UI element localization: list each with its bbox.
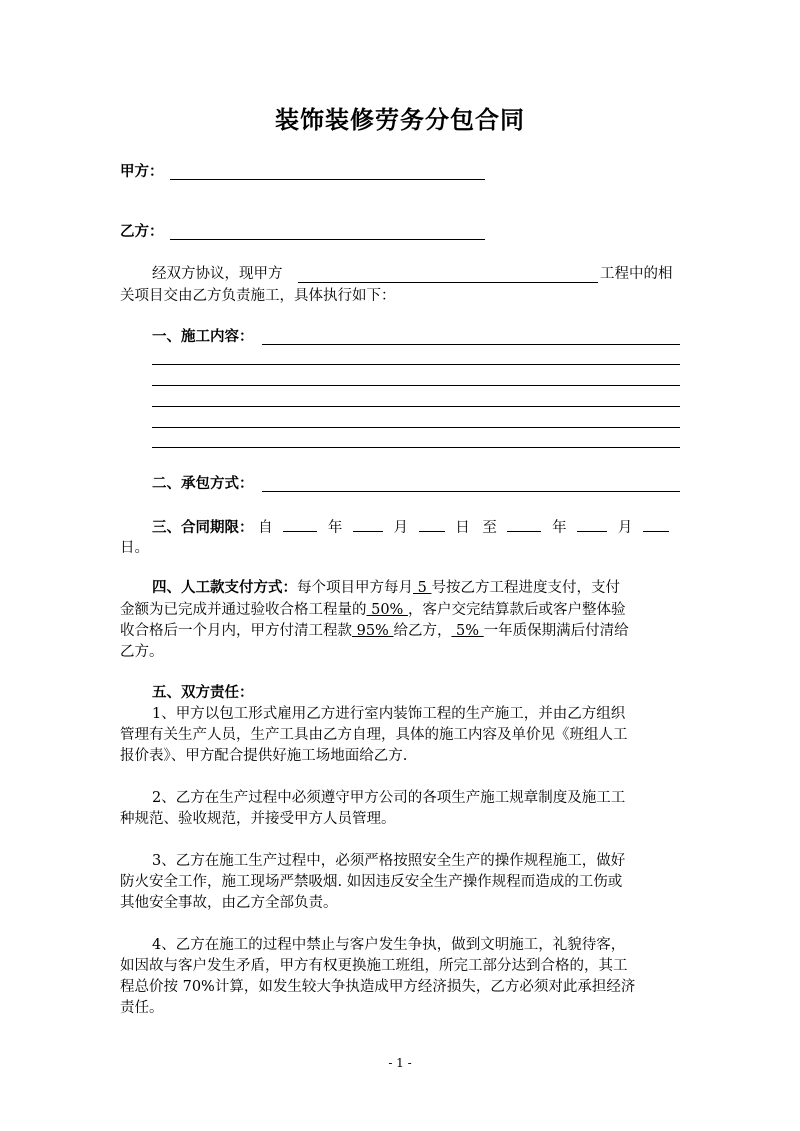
clause3-line: 其他安全事故，由乙方全部负责。 xyxy=(120,895,338,911)
intro-suffix: 工程中的相 xyxy=(600,266,673,282)
section4-label: 四、人工款支付方式： xyxy=(152,579,297,596)
year-text: 年 xyxy=(552,520,567,536)
month-text: 月 xyxy=(393,520,409,536)
clause1-line: 管理有关生产人员，生产工具由乙方自理，具体的施工内容及单价见《班组人工 xyxy=(120,727,628,743)
clause1-line: 1、甲方以包工形式雇用乙方进行室内装饰工程的生产施工，并由乙方组织 xyxy=(152,706,626,722)
payment-percent-95[interactable]: 95% xyxy=(352,623,394,639)
clause4-line: 责任。 xyxy=(120,1000,164,1016)
section4-text: 给乙方， xyxy=(393,623,452,639)
construction-content-line[interactable] xyxy=(152,406,680,407)
section2-label: 二、承包方式： xyxy=(152,475,254,492)
section4-line1 xyxy=(152,578,620,598)
start-year-blank[interactable] xyxy=(283,516,317,532)
section5-label: 五、双方责任： xyxy=(152,684,254,701)
party-a-blank[interactable] xyxy=(170,179,485,180)
document-title: 装饰装修劳务分包合同 xyxy=(275,105,525,134)
section4-text: 每个项目甲方每月 xyxy=(297,580,413,596)
clause4-line: 如因故与客户发生矛盾，甲方有权更换施工班组，所完工部分达到合格的，其工 xyxy=(120,958,628,974)
party-b-label: 乙方： xyxy=(120,223,164,240)
clause2-line: 2、乙方在生产过程中必须遵守甲方公司的各项生产施工规章制度及施工工 xyxy=(152,790,626,806)
from-text: 自 xyxy=(258,520,273,536)
intro-prefix: 经双方协议，现甲方 xyxy=(152,266,283,282)
clause3-line: 防火安全工作，施工现场严禁吸烟. 如因违反安全生产操作规程而造成的工伤或 xyxy=(120,874,623,890)
day-text: 日 xyxy=(455,520,470,536)
payment-percent-50[interactable]: 50% xyxy=(366,602,408,618)
clause2-line: 种规范、验收规范，并接受甲方人员管理。 xyxy=(120,811,396,827)
construction-content-line[interactable] xyxy=(152,427,680,428)
section4-text: ，客户交完结算款后或客户整体验 xyxy=(407,602,626,618)
section1-label: 一、施工内容： xyxy=(152,328,254,345)
end-year-blank[interactable] xyxy=(507,516,541,532)
construction-content-line[interactable] xyxy=(152,385,680,386)
end-month-blank[interactable] xyxy=(577,516,607,532)
section4-text: 金额为已完成并通过验收合格工程量的 xyxy=(120,602,367,618)
payment-day-value[interactable]: 5 xyxy=(413,580,432,596)
clause4-line: 程总价按 70%计算，如发生较大争执造成甲方经济损失，乙方必须对此承担经济 xyxy=(120,979,636,995)
project-name-blank[interactable] xyxy=(298,282,598,283)
intro-line2: 关项目交由乙方负责施工，具体执行如下： xyxy=(120,288,396,304)
section4-line3 xyxy=(120,621,629,641)
section3-line xyxy=(152,516,669,538)
construction-content-line[interactable] xyxy=(152,364,680,365)
section4-text: 收合格后一个月内，甲方付清工程款 xyxy=(120,623,352,639)
party-b-blank[interactable] xyxy=(170,239,485,240)
clause3-line: 3、乙方在施工生产过程中，必须严格按照安全生产的操作规程施工，做好 xyxy=(152,853,626,869)
party-a-label: 甲方： xyxy=(120,163,164,180)
end-day-blank[interactable] xyxy=(643,516,669,532)
section3-label: 三、合同期限： xyxy=(152,519,254,536)
contract-method-blank[interactable] xyxy=(262,491,680,492)
start-day-blank[interactable] xyxy=(419,516,445,532)
section4-line4: 乙方。 xyxy=(120,644,164,660)
to-text: 至 xyxy=(482,520,497,536)
warranty-percent-5[interactable]: 5% xyxy=(451,623,484,639)
clause4-line: 4、乙方在施工的过程中禁止与客户发生争执，做到文明施工，礼貌待客， xyxy=(152,937,626,953)
construction-content-line[interactable] xyxy=(152,447,680,448)
construction-content-blank[interactable] xyxy=(262,344,680,345)
page-number: - 1 - xyxy=(388,1056,412,1070)
clause1-line: 报价表》、甲方配合提供好施工场地面给乙方. xyxy=(120,748,408,764)
month-text: 月 xyxy=(617,520,633,536)
section4-line2 xyxy=(120,600,625,620)
section4-text: 一年质保期满后付清给 xyxy=(483,623,629,639)
section3-end: 日。 xyxy=(120,540,149,556)
year-text: 年 xyxy=(327,520,343,536)
section4-text: 号按乙方工程进度支付，支付 xyxy=(431,580,620,596)
start-month-blank[interactable] xyxy=(353,516,383,532)
